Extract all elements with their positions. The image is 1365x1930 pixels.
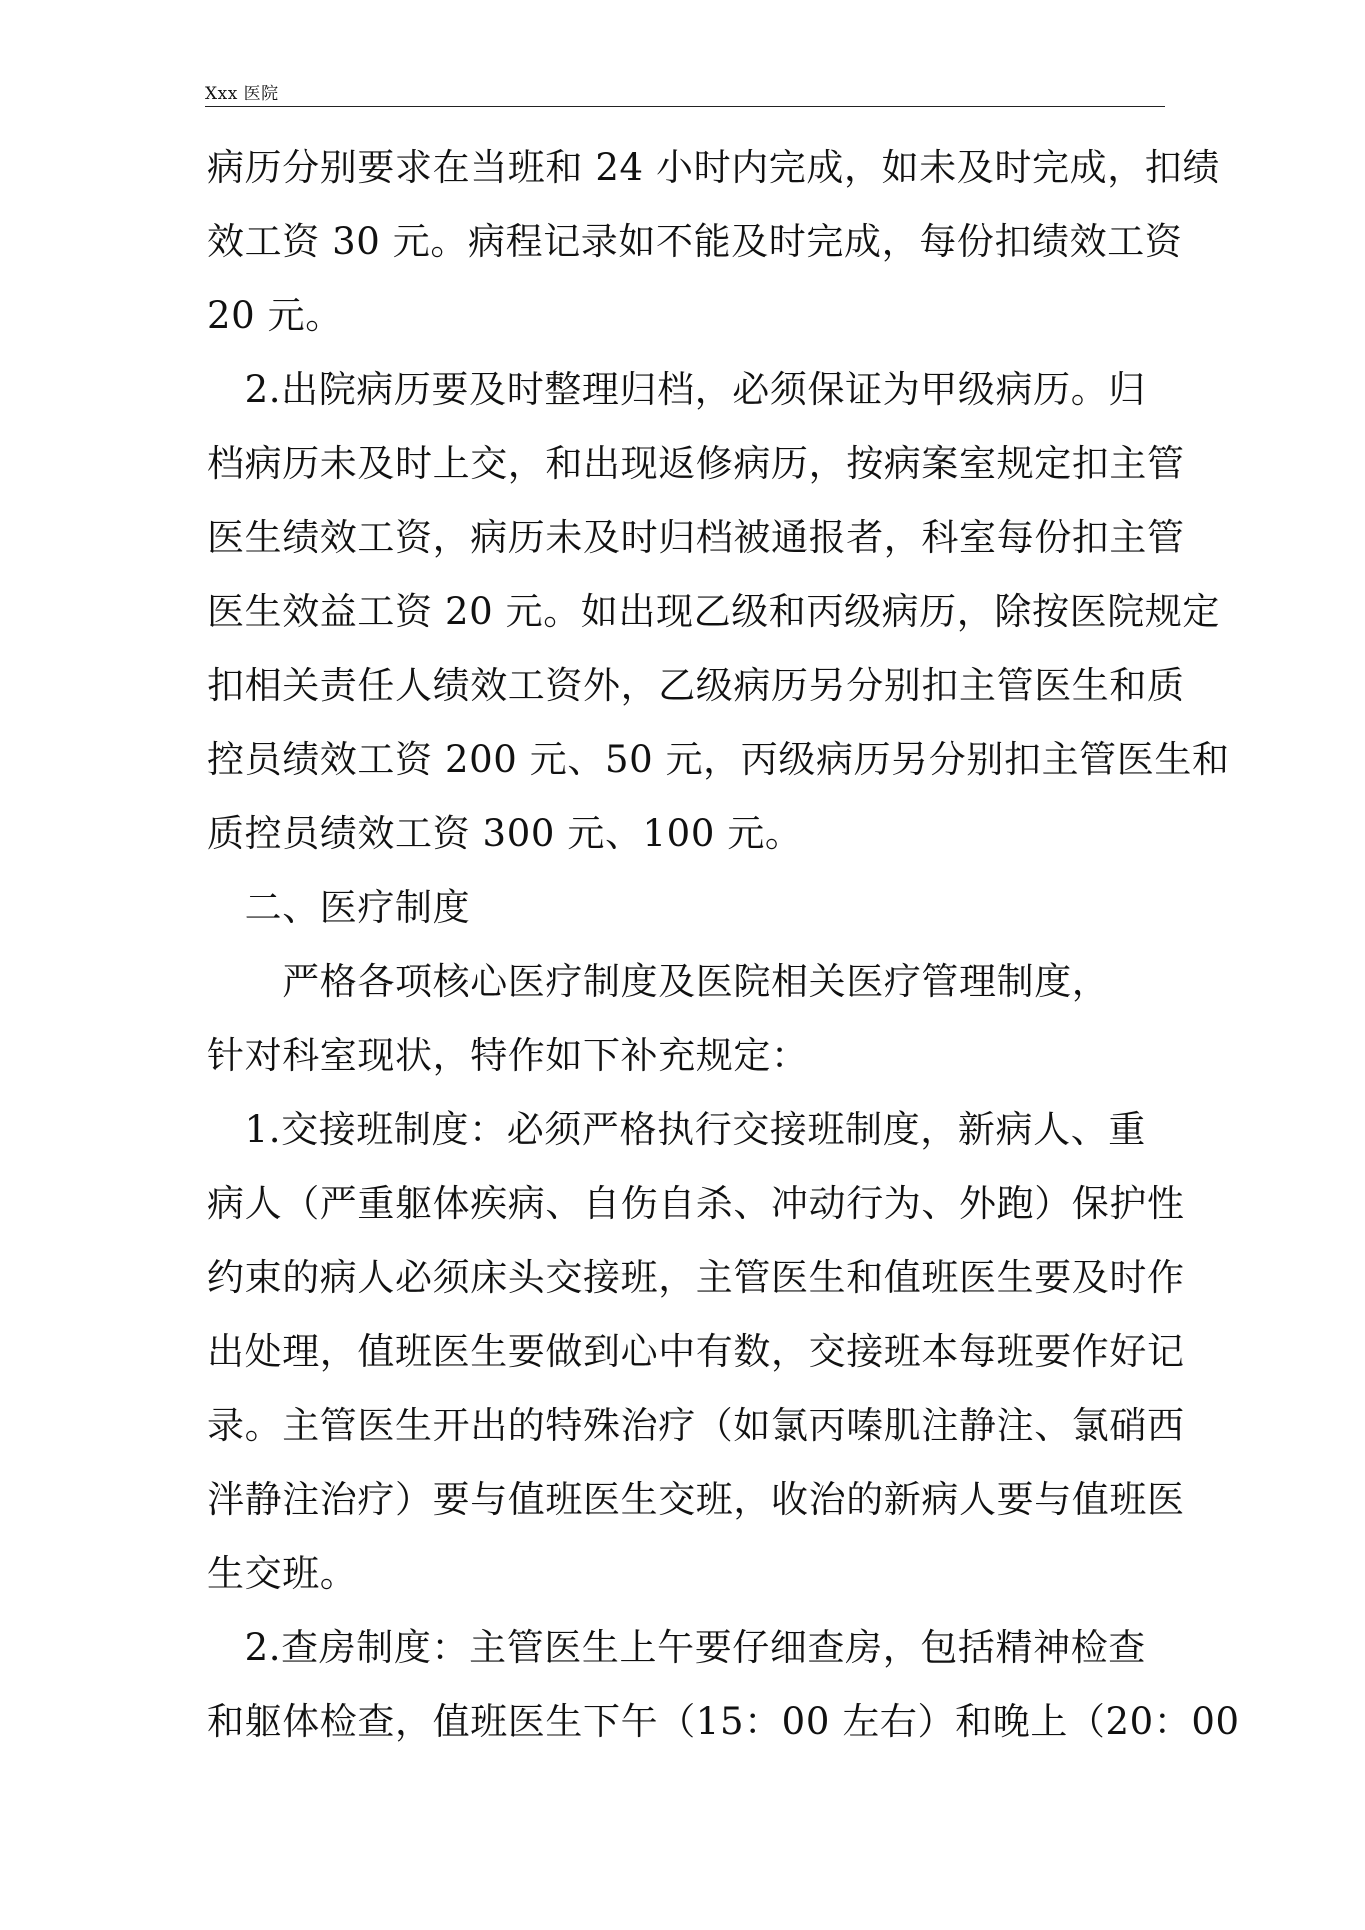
text-line: 扣相关责任人绩效工资外，乙级病历另分别扣主管医生和质 <box>207 664 1185 707</box>
text-line: 约束的病人必须床头交接班，主管医生和值班医生要及时作 <box>207 1256 1185 1299</box>
text-line: 病人（严重躯体疾病、自伤自杀、冲动行为、外跑）保护性 <box>207 1182 1185 1225</box>
text-line: 1.交接班制度：必须严格执行交接班制度，新病人、重 <box>207 1108 1146 1151</box>
text-line: 严格各项核心医疗制度及医院相关医疗管理制度， <box>207 960 1110 1003</box>
text-line: 医生效益工资 20 元。如出现乙级和丙级病历，除按医院规定 <box>207 590 1221 633</box>
text-line: 医生绩效工资，病历未及时归档被通报者，科室每份扣主管 <box>207 516 1185 559</box>
section-heading: 二、医疗制度 <box>207 886 471 929</box>
text-line: 生交班。 <box>207 1552 358 1595</box>
text-line: 2.查房制度：主管医生上午要仔细查房，包括精神检查 <box>207 1626 1146 1669</box>
text-line: 效工资 30 元。病程记录如不能及时完成，每份扣绩效工资 <box>207 220 1183 263</box>
text-line: 针对科室现状，特作如下补充规定： <box>207 1034 809 1077</box>
text-line: 泮静注治疗）要与值班医生交班，收治的新病人要与值班医 <box>207 1478 1185 1521</box>
text-line: 2.出院病历要及时整理归档，必须保证为甲级病历。归 <box>207 368 1146 411</box>
text-line: 录。主管医生开出的特殊治疗（如氯丙嗪肌注静注、氯硝西 <box>207 1404 1185 1447</box>
text-line: 20 元。 <box>207 294 343 337</box>
page-header <box>205 80 1165 107</box>
text-line: 出处理，值班医生要做到心中有数，交接班本每班要作好记 <box>207 1330 1185 1373</box>
header-title: Xxx 医院 <box>205 84 279 104</box>
text-line: 病历分别要求在当班和 24 小时内完成，如未及时完成，扣绩 <box>207 146 1221 189</box>
text-line: 档病历未及时上交，和出现返修病历，按病案室规定扣主管 <box>207 442 1185 485</box>
text-line: 和躯体检查，值班医生下午（15：00 左右）和晚上（20：00 <box>207 1700 1240 1743</box>
text-line: 控员绩效工资 200 元、50 元，丙级病历另分别扣主管医生和 <box>207 738 1230 781</box>
text-line: 质控员绩效工资 300 元、100 元。 <box>207 812 803 855</box>
